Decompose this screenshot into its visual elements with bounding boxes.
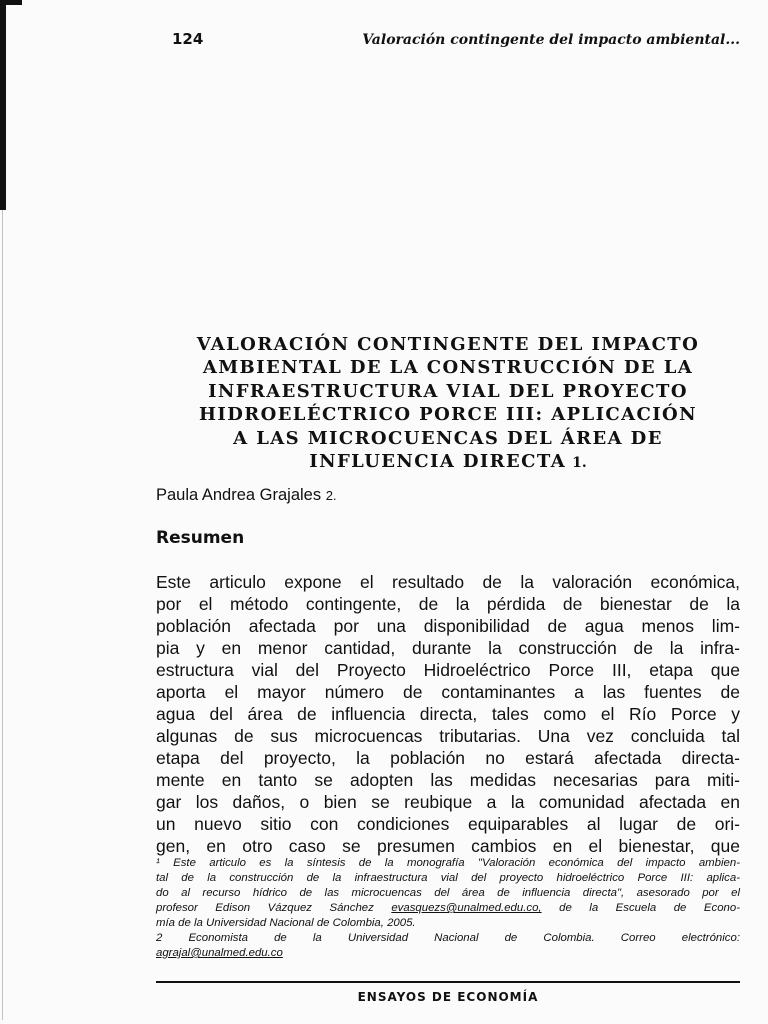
abstract-line: algunas de sus microcuencas tributarias. Una vez concluida tal (156, 726, 740, 746)
title-line: A LAS MICROCUENCAS DEL ÁREA DE (233, 427, 663, 449)
abstract-line: agua del área de influencia directa, tales como el Río Porce y (156, 704, 740, 724)
abstract-line: pia y en menor cantidad, durante la construcción de la infra- (156, 638, 740, 658)
footnote-1-text: de la Escuela de Econo- (541, 902, 740, 914)
advisor-email-link[interactable]: evasquezs@unalmed.edu.co, (391, 902, 542, 914)
title-line-last (156, 450, 740, 475)
abstract-line: Este articulo expone el resultado de la valoración económica, (156, 572, 740, 592)
footnote-1-line: mía de la Universidad Nacional de Colombia, 2005. (156, 917, 416, 929)
section-heading: Resumen (156, 528, 245, 548)
title-line: AMBIENTAL DE LA CONSTRUCCIÓN DE LA (202, 357, 694, 379)
article-title (156, 333, 740, 475)
footer-rule (156, 981, 740, 983)
abstract-line: un nuevo sitio con condiciones equiparables al lugar de ori- (156, 814, 740, 834)
abstract-line: gar los daños, o bien se reubique a la comunidad afectada en (156, 792, 740, 812)
title-footnote-mark: 1. (572, 455, 587, 472)
footnote-2-line: 2 Economista de la Universidad Nacional de Colombia. Correo electrónico: (156, 932, 740, 944)
scan-binding-shadow (0, 0, 6, 210)
abstract-line: por el método contingente, de la pérdida de bienestar de la (156, 594, 740, 614)
page-number: 124 (172, 30, 204, 48)
abstract-line: etapa del proyecto, la población no estará afectada directa- (156, 748, 740, 768)
scan-edge-line (2, 210, 3, 1020)
author-footnote-mark: 2. (325, 488, 337, 503)
footnote-1-line: ¹ Este articulo es la síntesis de la monografía "Valoración económica del impacto ambien- (156, 857, 740, 869)
title-line: HIDROELÉCTRICO PORCE III: APLICACIÓN (199, 404, 697, 426)
running-head: Valoración contingente del impacto ambiental... (362, 32, 740, 48)
abstract-line: gen, en otro caso se presumen cambios en el bienestar, que (156, 836, 740, 856)
author-email-link[interactable]: agrajal@unalmed.edu.co (156, 947, 283, 959)
abstract-line: aporta el mayor número de contaminantes a las fuentes de (156, 682, 740, 702)
abstract-text (156, 571, 740, 857)
footnote-1-line: do al recurso hídrico de las microcuencas del área de influencia directa", asesorado por el (156, 887, 740, 899)
journal-name: ENSAYOS DE ECONOMÍA (357, 990, 539, 1004)
title-line: VALORACIÓN CONTINGENTE DEL IMPACTO (196, 334, 700, 355)
title-line-text: INFLUENCIA DIRECTA (309, 451, 567, 473)
author-line (156, 486, 337, 505)
footnotes (156, 856, 740, 961)
footnote-1-line (156, 901, 740, 916)
title-line: INFRAESTRUCTURA VIAL DEL PROYECTO (208, 380, 688, 402)
footnote-1-line: tal de la construcción de la infraestructura vial del proyecto hidroeléctrico Porce III: aplica- (156, 872, 740, 884)
author-name: Paula Andrea Grajales (156, 486, 322, 504)
footnote-1-text: profesor Edison Vázquez Sánchez (156, 902, 392, 914)
abstract-line: mente en tanto se adopten las medidas necesarias para miti- (156, 770, 740, 790)
abstract-line: población afectada por una disponibilidad de agua menos lim- (156, 616, 740, 636)
abstract-line: estructura vial del Proyecto Hidroeléctrico Porce III, etapa que (156, 660, 740, 680)
footnote-2-line (156, 946, 740, 961)
